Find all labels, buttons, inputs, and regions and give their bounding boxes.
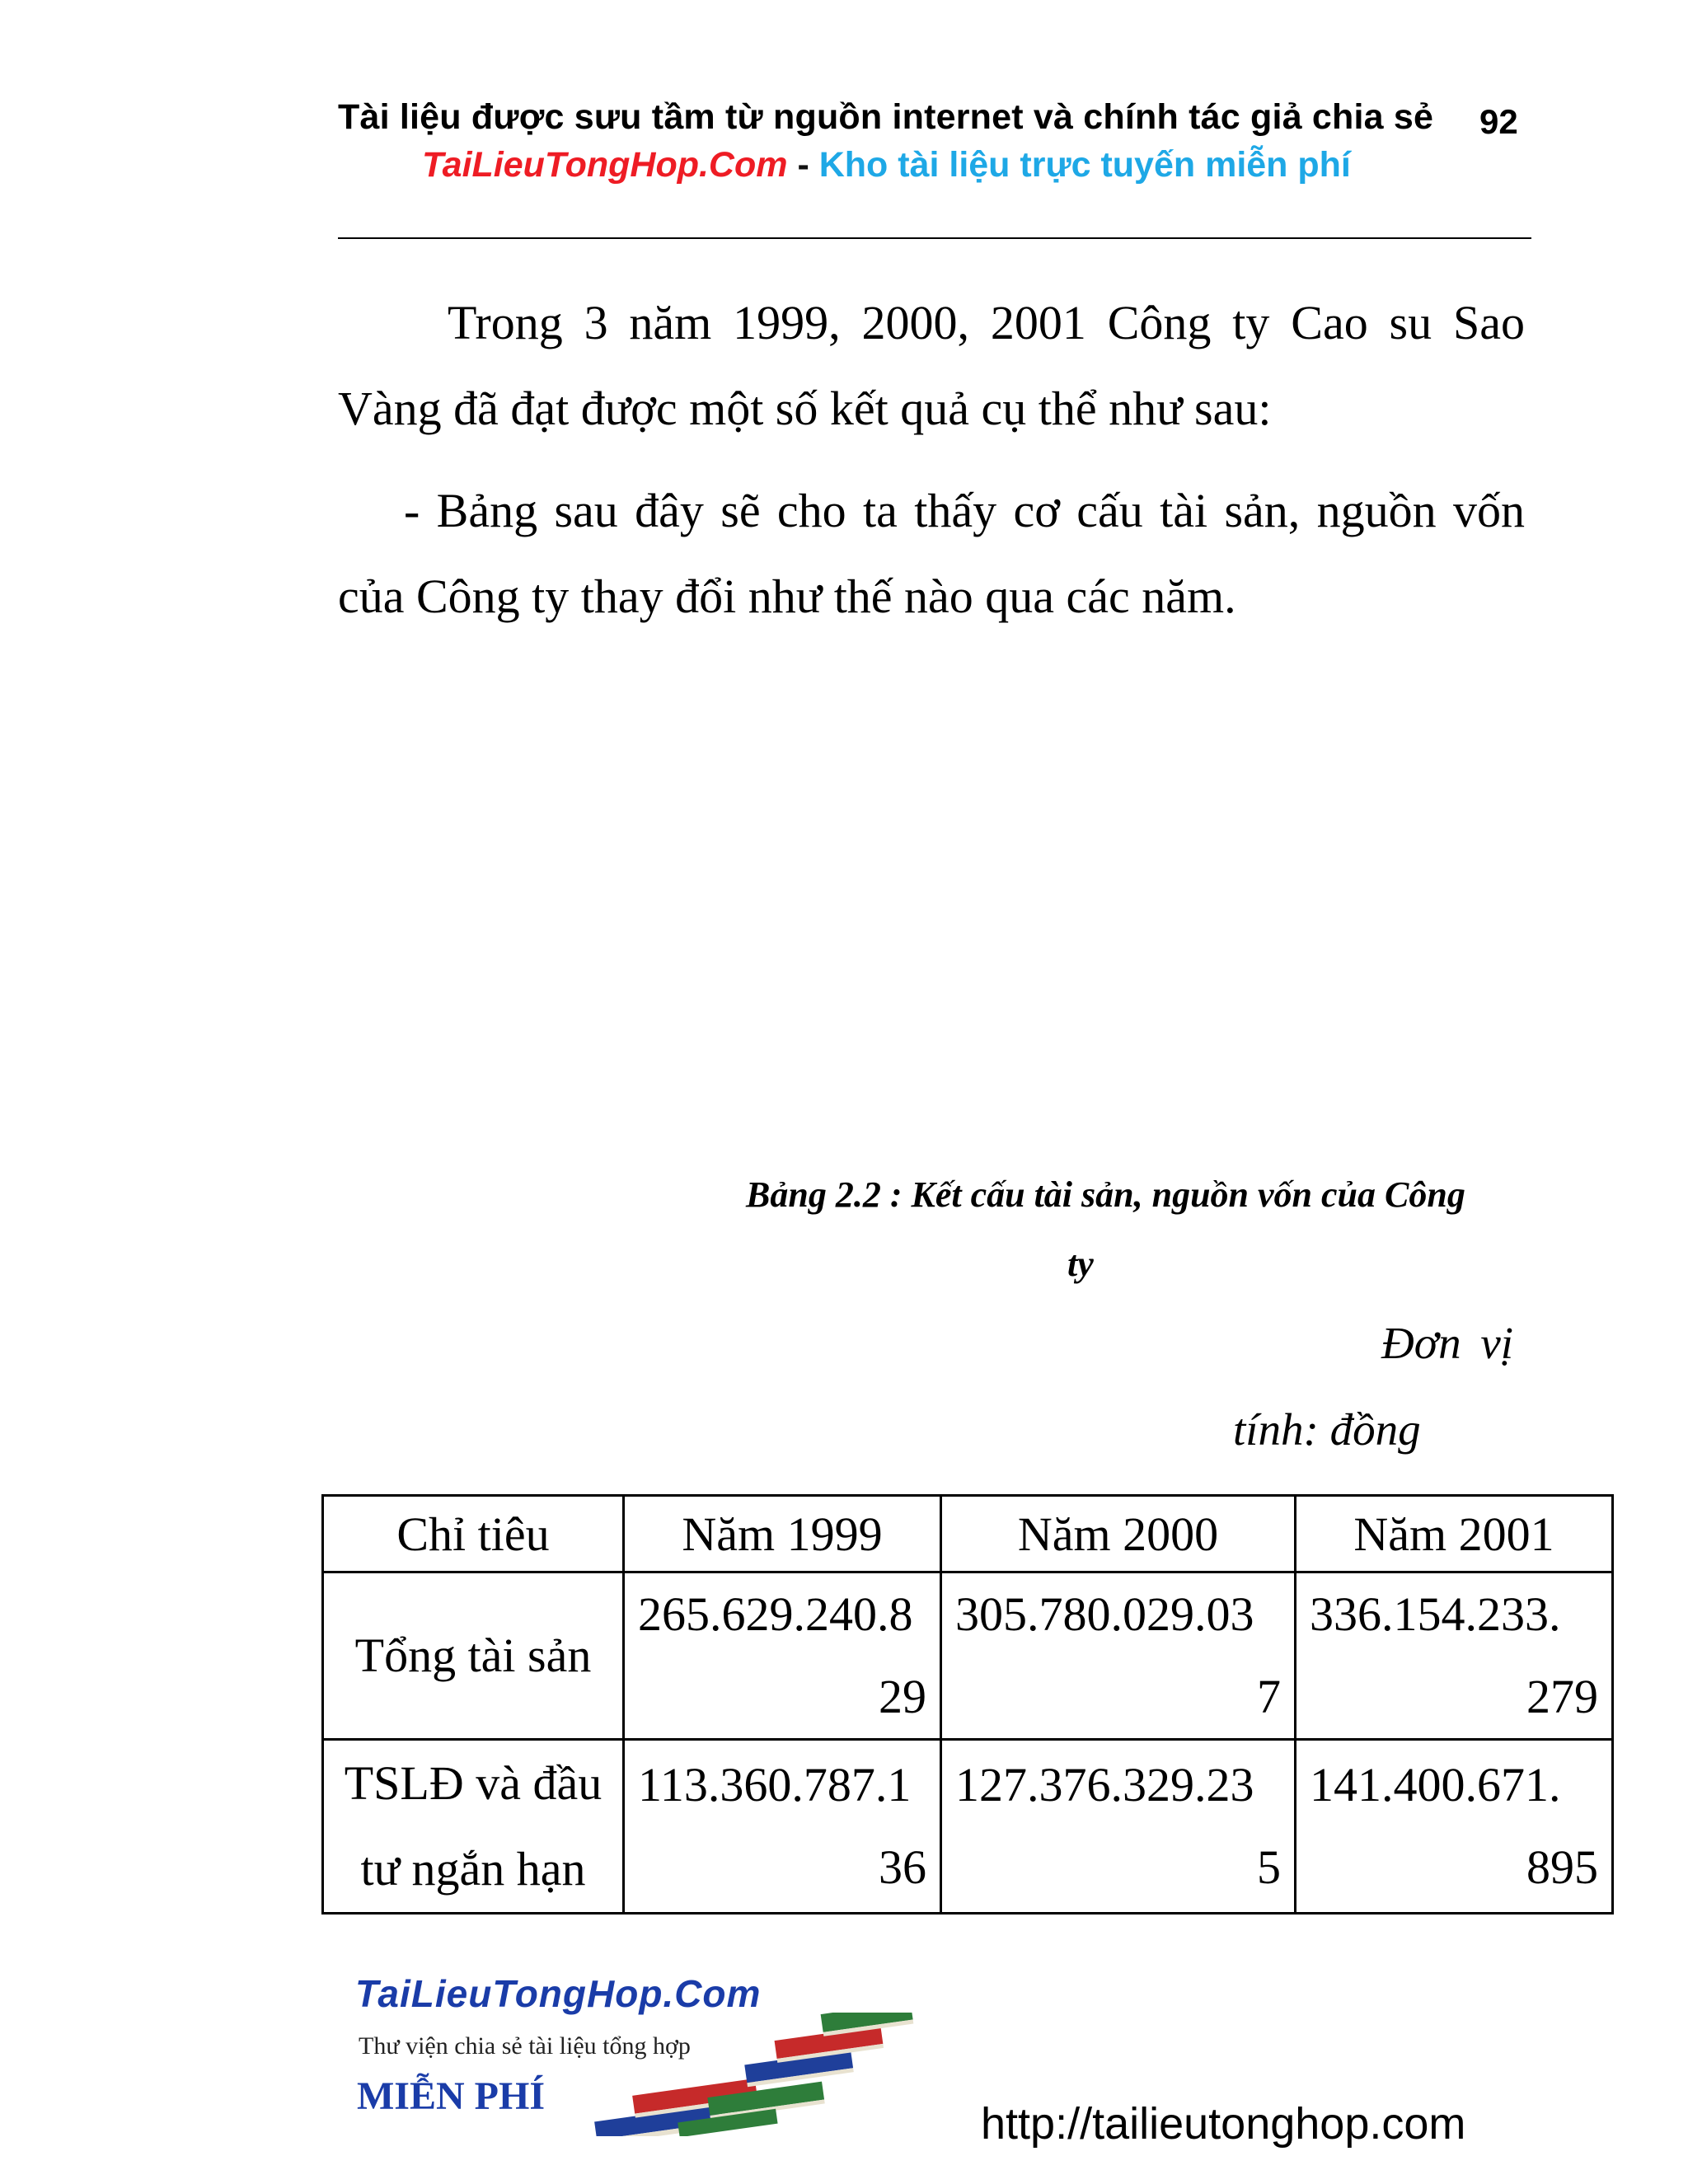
page-number: 92 [1479, 102, 1518, 141]
value-part-2: 5 [1257, 1840, 1281, 1894]
value-part-1: 113.360.787.1 [638, 1758, 912, 1811]
body-paragraph-2: - Bảng sau đây sẽ cho ta thấy cơ cấu tài sản, nguồn vốn của Công ty thay đổi như thế nào qua các năm. [338, 484, 1525, 623]
value-part-1: 336.154.233. [1310, 1587, 1561, 1641]
body-paragraph-1: Trong 3 năm 1999, 2000, 2001 Công ty Cao su Sao Vàng đã đạt được một số kết quả cụ thể như sau: [338, 296, 1525, 435]
table-unit-line-2: tính: đồng [1233, 1404, 1421, 1455]
value-cell [624, 1740, 941, 1914]
table-row [323, 1740, 1613, 1914]
table-header-cell: Chỉ tiêu [323, 1496, 624, 1572]
value-cell [1296, 1572, 1613, 1740]
footer-logo[interactable] [350, 1971, 960, 2136]
value-cell [1296, 1740, 1613, 1914]
table-caption [746, 1160, 1529, 1299]
header-tagline: Kho tài liệu trực tuyến miễn phí [818, 145, 1351, 185]
row-label-line-1: TSLĐ và đầu [344, 1756, 603, 1810]
row-label-line-2: tư ngắn hạn [360, 1842, 586, 1896]
value-part-2: 29 [879, 1670, 926, 1723]
books-icon [581, 2013, 927, 2136]
header-site-link[interactable]: TaiLieuTongHop.Com [422, 145, 788, 185]
value-part-2: 36 [879, 1840, 926, 1894]
table-row [323, 1572, 1613, 1740]
table-unit-line-1: Đơn vị [1381, 1318, 1514, 1368]
table-caption-line-1: Bảng 2.2 : Kết cấu tài sản, nguồn vốn của Công [746, 1174, 1465, 1215]
value-cell [941, 1740, 1296, 1914]
value-cell [624, 1572, 941, 1740]
table-header-row [323, 1496, 1613, 1572]
table-header-cell: Năm 2000 [941, 1496, 1296, 1572]
row-label-cell [323, 1740, 624, 1914]
value-cell [941, 1572, 1296, 1740]
header-source-note: Tài liệu được sưu tầm từ nguồn internet và chính tác giả chia sẻ [338, 97, 1434, 137]
header-separator: - [797, 145, 809, 185]
value-part-1: 141.400.671. [1310, 1758, 1561, 1811]
row-label-cell [323, 1572, 624, 1740]
header-site-line [422, 145, 1351, 185]
footer-url-link[interactable]: http://tailieutonghop.com [981, 2099, 1466, 2149]
logo-free-text: MIỄN PHÍ [357, 2074, 545, 2118]
table-header-cell: Năm 2001 [1296, 1496, 1613, 1572]
value-part-2: 895 [1526, 1840, 1598, 1894]
value-part-1: 305.780.029.03 [955, 1587, 1254, 1641]
value-part-2: 7 [1257, 1670, 1281, 1723]
table-header-cell: Năm 1999 [624, 1496, 941, 1572]
header-divider [338, 237, 1531, 239]
value-part-2: 279 [1526, 1670, 1598, 1723]
logo-subtitle: Thư viện chia sẻ tài liệu tổng hợp [359, 2032, 691, 2060]
table-caption-line-2: ty [1067, 1244, 1094, 1284]
row-label: Tổng tài sản [354, 1629, 592, 1682]
logo-title: TaiLieuTongHop.Com [355, 1972, 762, 2015]
value-part-1: 265.629.240.8 [638, 1587, 913, 1641]
value-part-1: 127.376.329.23 [955, 1758, 1254, 1811]
asset-capital-table [321, 1494, 1614, 1915]
